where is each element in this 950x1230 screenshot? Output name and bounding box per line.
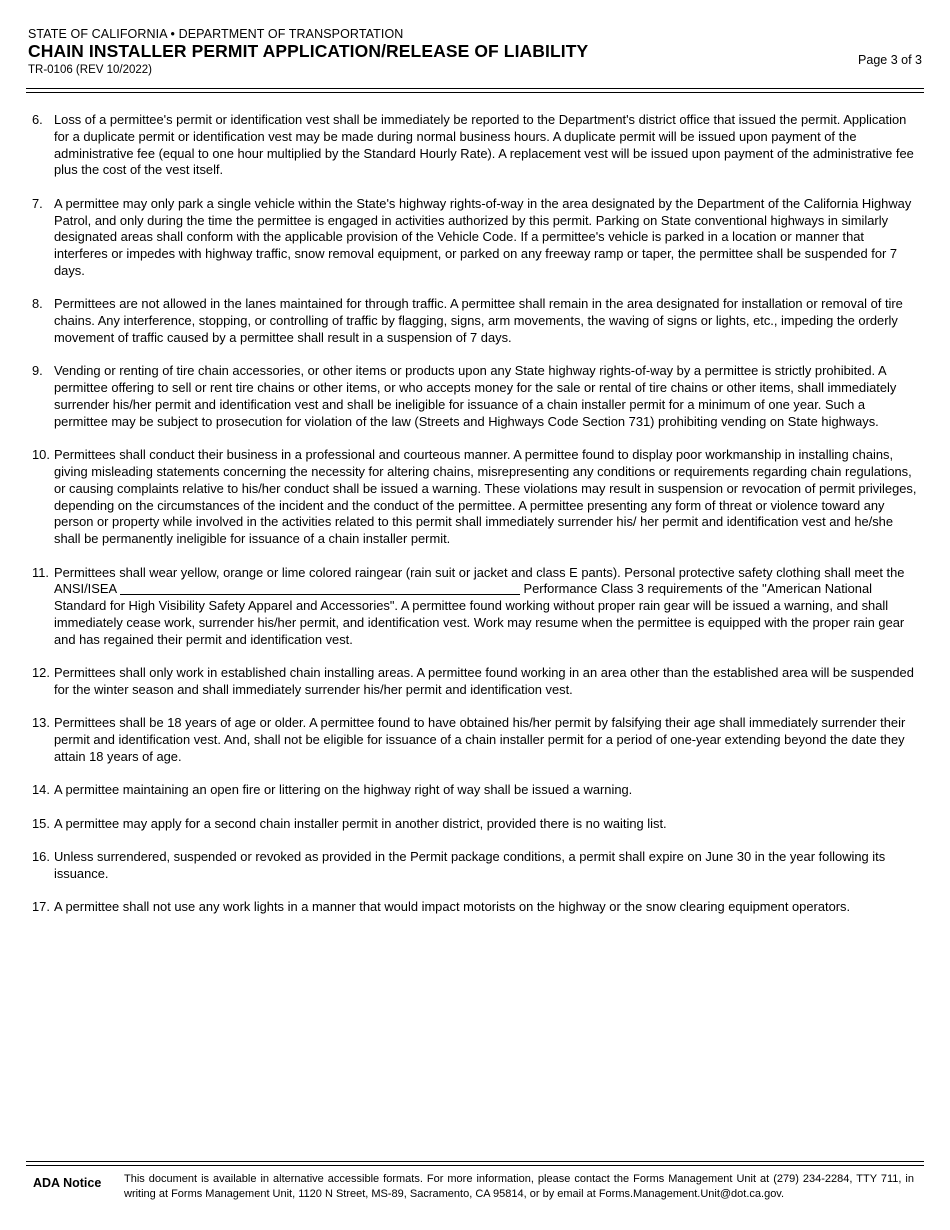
header-divider-secondary <box>26 92 924 93</box>
list-item <box>32 782 920 799</box>
item-number: 8. <box>32 296 43 312</box>
item-number: 14. <box>32 782 50 798</box>
form-number: TR-0106 (REV 10/2022) <box>28 64 153 76</box>
ada-notice-label: ADA Notice <box>33 1176 102 1190</box>
header-divider <box>26 88 924 89</box>
agency-line: STATE OF CALIFORNIA • DEPARTMENT OF TRANSPORTATION <box>28 27 404 41</box>
page-number: Page 3 of 3 <box>858 53 922 67</box>
item-number: 11. <box>32 564 49 580</box>
item-text: Permittees shall be 18 years of age or older. A permittee found to have obtained his/her permit by falsifying their age shall immediately surrender their permit and identification vest. And, shall not be eligible for issuance of a chain installer permit for a period of one-year extending beyond the date they attain 18 years of age. <box>54 715 906 764</box>
item-text: Vending or renting of tire chain accessories, or other items or products upon any State highway rights-of-way by a permittee is strictly prohibited. A permittee offering to sell or rent tire chains or other items, or who accepts money for the sale or rental of tire chains or other items, shall immediately surrender his/her permit and identification vest and shall be ineligible for issuance of a chain installer permit for a minimum of one year. Such a permittee may be subject to prosecution for violation of the law (Streets and Highways Code Section 731) prohibiting vending on State highways. <box>54 363 897 429</box>
item-text: Permittees shall only work in established chain installing areas. A permittee found working in an area other than the established area will be suspended for the winter season and shall immediately surrender his/her permit and identification vest. <box>54 665 914 697</box>
ada-notice-text: This document is available in alternative accessible formats. For more information, please contact the Forms Management Unit at (279) 234-2284, TTY 711, in writing at Forms Management Unit, 1120 N Street, MS-89, Sacramento, CA 95814, or by email at Forms.Management.Unit@dot.ca.gov. <box>124 1173 914 1200</box>
item-number: 10. <box>32 447 50 463</box>
list-item <box>32 899 920 916</box>
footer-divider-secondary <box>26 1165 924 1166</box>
list-item <box>32 296 920 346</box>
item-text: Loss of a permittee's permit or identification vest shall be immediately be reported to the Department's district office that issued the permit. Application for a duplicate permit or identification vest may be made during normal business hours. A duplicate permit will be issued upon payment of the administrative fee (equal to one hour multiplied by the Standard Hourly Rate). A replacement vest will be issued upon payment of the administrative fee plus the cost of the vest itself. <box>54 112 914 178</box>
item-number: 6. <box>32 112 43 127</box>
item-text: Unless surrendered, suspended or revoked as provided in the Permit package conditions, a permit shall expire on June 30 in the year following its issuance. <box>54 849 886 881</box>
form-title: CHAIN INSTALLER PERMIT APPLICATION/RELEASE OF LIABILITY <box>28 41 589 61</box>
item-number: 16. <box>32 849 50 865</box>
item-number: 17. <box>32 899 50 915</box>
item-text: Permittees shall conduct their business in a professional and courteous manner. A permittee found to display poor workmanship in installing chains, giving misleading statements concerning the necessity for altering chains, misrepresenting any conditions or requirements regarding chain regulations, or causing complaints relative to his/her conduct shall be issued a warning. These violations may result in suspension or revocation of permit privileges, depending on the circumstances of the incident and the conduct of the permittee. A permittee presenting any form of threat or violence toward any person or property while involved in the activities related to this permit shall immediately surrender his/ her permit and identification vest and he/she shall be permanently ineligible for issuance of a chain installer permit. <box>54 447 917 547</box>
item-number: 15. <box>32 815 50 831</box>
item-text: A permittee maintaining an open fire or littering on the highway right of way shall be issued a warning. <box>54 782 633 798</box>
list-item <box>32 363 920 430</box>
list-item <box>32 849 920 883</box>
item-number: 12. <box>32 665 50 681</box>
list-item <box>32 565 920 649</box>
item-number: 7. <box>32 195 43 211</box>
item-text <box>54 565 904 647</box>
conditions-list <box>32 112 920 933</box>
item-text: A permittee may only park a single vehicle within the State's highway rights-of-way in the area designated by the Department of the California Highway Patrol, and only during the time the permittee is engaged in activities authorized by this permit. Parking on State conventional highways in similarly designated areas shall conform with the applicable provision of the Vehicle Code. If a permittee's vehicle is parked in a location or manner that interferes or impedes with highway traffic, snow removal equipment, or parked on any freeway ramp or taper, the permittee shall be suspended for 7 days. <box>54 195 912 278</box>
list-item <box>32 112 920 179</box>
item-text-after-blank: Performance Class 3 requirements of the "American National Standard for High Visibility Safety Apparel and Accessories". A permittee found working without proper rain gear will be issued a warning, and shall immediately cease work, surrender his/her permit, and identification vest. Work may resume when the permittee is equipped with the proper rain gear and has regained their permit and identification vest. <box>54 581 905 647</box>
footer-divider <box>26 1161 924 1162</box>
item-text-before-blank: Permittees shall wear yellow, orange or lime colored raingear (rain suit or jacket and class E pants). Personal protective safety clothing shall meet the ANSI/ISEA <box>54 564 905 597</box>
list-item <box>32 715 920 765</box>
form-header <box>28 27 924 77</box>
list-item <box>32 816 920 833</box>
item-text: A permittee may apply for a second chain installer permit in another district, provided there is no waiting list. <box>54 815 667 831</box>
item-number: 13. <box>32 715 50 731</box>
ansi-standard-blank[interactable] <box>120 582 520 595</box>
list-item <box>32 196 920 280</box>
item-text: A permittee shall not use any work lights in a manner that would impact motorists on the highway or the snow clearing equipment operators. <box>54 899 851 915</box>
item-number: 9. <box>32 363 43 379</box>
item-text: Permittees are not allowed in the lanes maintained for through traffic. A permittee shall remain in the area designated for installation or removal of tire chains. Any interference, stopping, or controlling of traffic by flagging, signs, arm movements, the waving of signs or lights, etc., impeding the orderly movement of traffic caused by a permittee shall result in a suspension of 7 days. <box>54 296 903 345</box>
list-item <box>32 447 920 548</box>
list-item <box>32 665 920 699</box>
